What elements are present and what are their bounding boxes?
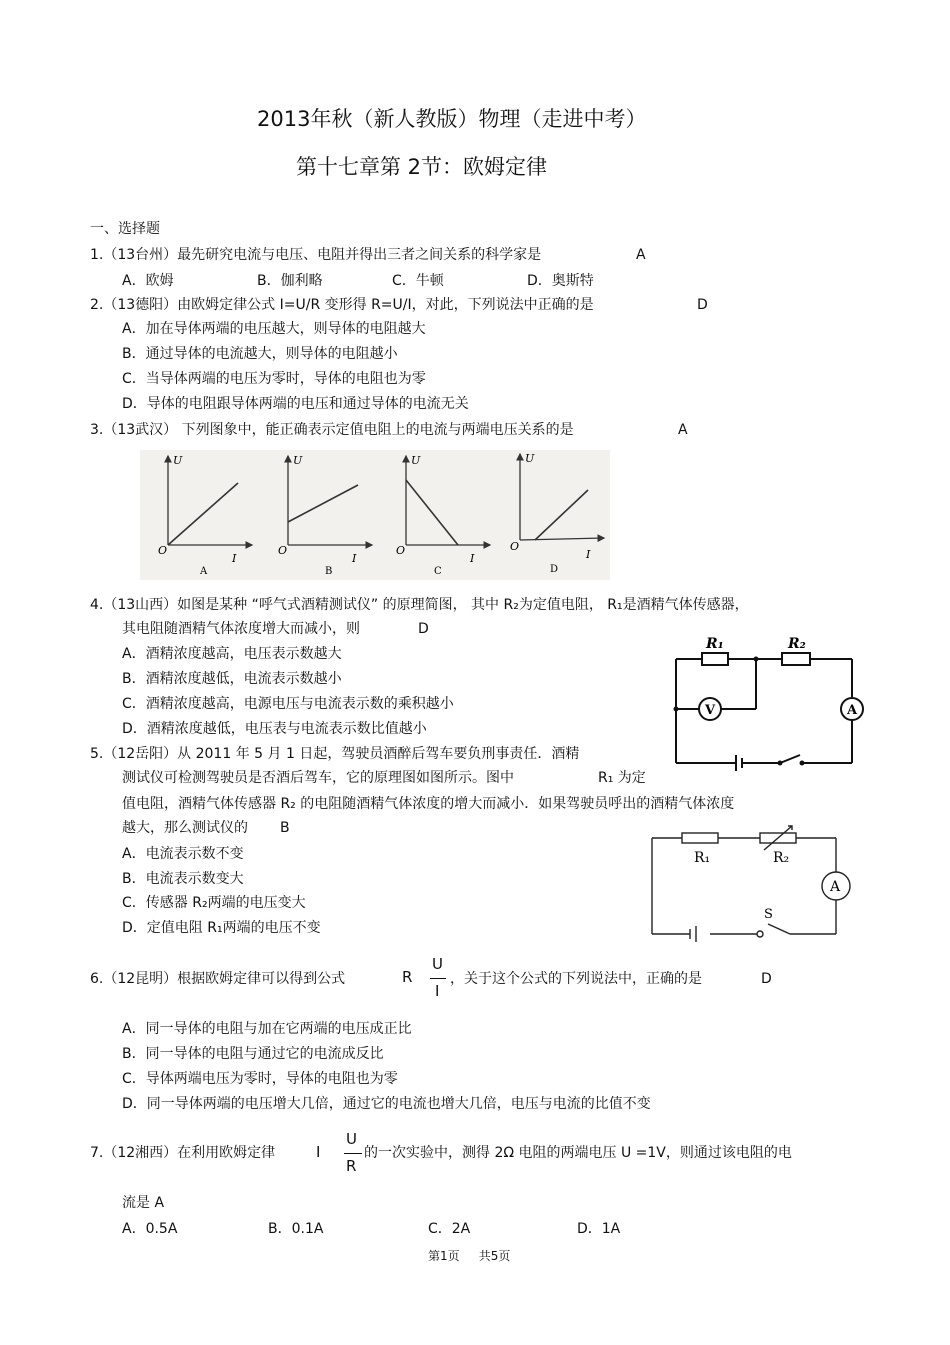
question-2-answer: D <box>697 297 708 313</box>
q6-fraction-bar <box>430 978 446 979</box>
q1-option-a: A．欧姆 <box>122 273 174 289</box>
q6-formula-fraction <box>430 957 446 1001</box>
q1-option-c: C．牛顿 <box>392 273 444 289</box>
question-7-line2: 流是 A <box>122 1195 165 1211</box>
q4-r1-label: R₁ <box>706 636 724 652</box>
q1-option-d: D．奥斯特 <box>527 273 594 289</box>
q2-option-c: C．当导体两端的电压为零时，导体的电阻也为零 <box>122 371 426 387</box>
question-4-line1: 4.（13山西）如图是某种 “呼气式酒精测试仪” 的原理简图， 其中 R₂为定值电阻， R₁是酒精气体传感器， <box>90 597 749 613</box>
question-6-answer: D <box>761 971 772 987</box>
graph-a-origin: O <box>158 544 168 557</box>
ui-graphs-figure <box>140 450 610 580</box>
question-2: 2.（13德阳）由欧姆定律公式 I=U/R 变形得 R=U/I，对此，下列说法中正确的是 <box>90 297 594 313</box>
question-7-prefix: 7.（12湘西）在利用欧姆定律 <box>90 1145 276 1161</box>
question-6-prefix: 6.（12昆明）根据欧姆定律可以得到公式 <box>90 971 346 987</box>
q7-numerator: U <box>346 1130 357 1148</box>
section-heading: 一、选择题 <box>90 221 160 237</box>
question-5-line1: 5.（12岳阳）从 2011 年 5 月 1 日起，驾驶员酒醉后驾车要负刑事责任．酒精 <box>90 746 580 762</box>
graph-a <box>158 454 252 577</box>
q4-option-d: D．酒精浓度越低，电压表与电流表示数比值越小 <box>122 721 427 737</box>
q5-option-a: A．电流表示数不变 <box>122 846 244 862</box>
question-3-answer: A <box>678 422 688 438</box>
q6-numerator: U <box>432 955 443 973</box>
graph-a-label: A <box>200 566 208 577</box>
q4-ammeter-label: A <box>847 703 858 718</box>
q4-option-c: C．酒精浓度越高，电源电压与电流表示数的乘积越小 <box>122 696 454 712</box>
q4-option-a: A．酒精浓度越高，电压表示数越大 <box>122 646 342 662</box>
q5-option-c: C．传感器 R₂两端的电压变大 <box>122 895 306 911</box>
q5-ammeter-label: A <box>830 879 841 895</box>
graph-d-i-label: I <box>586 548 591 561</box>
q6-option-c: C．导体两端电压为零时，导体的电阻也为零 <box>122 1071 398 1087</box>
question-4-line2: 其电阻随酒精气体浓度增大而减小，则 <box>122 621 360 637</box>
page-footer: 第1页 共5页 <box>428 1249 511 1263</box>
q7-denominator: R <box>346 1157 357 1175</box>
graph-a-i-label: I <box>232 552 237 565</box>
graph-c-origin: O <box>396 544 406 557</box>
q2-option-b: B．通过导体的电流越大，则导体的电阻越小 <box>122 346 398 362</box>
document-title: 2013年秋（新人教版）物理（走进中考） <box>257 107 647 131</box>
graph-b-u-label: U <box>293 454 303 467</box>
q7-formula-lhs: I <box>316 1143 321 1161</box>
question-6-suffix: ，关于这个公式的下列说法中，正确的是 <box>450 971 702 987</box>
graph-b-i-label: I <box>352 552 357 565</box>
question-5-answer: B <box>280 820 290 836</box>
q5-circuit-figure <box>640 822 854 946</box>
q4-r2-label: R₂ <box>788 636 806 652</box>
graph-c <box>396 454 490 577</box>
question-7-suffix: 的一次实验中，测得 2Ω 电阻的两端电压 U =1V，则通过该电阻的电 <box>364 1145 792 1161</box>
question-5-line4: 越大，那么测试仪的 <box>122 820 248 836</box>
q7-option-b: B．0.1A <box>268 1221 324 1237</box>
q1-option-b: B．伽利略 <box>257 273 323 289</box>
q4-voltmeter-label: V <box>705 703 716 718</box>
q4-option-b: B．酒精浓度越低，电流表示数越小 <box>122 671 342 687</box>
graph-c-i-label: I <box>470 552 475 565</box>
q6-denominator: I <box>435 982 440 1000</box>
q6-option-b: B．同一导体的电阻与通过它的电流成反比 <box>122 1046 384 1062</box>
q7-formula-fraction <box>344 1132 362 1176</box>
question-1: 1.（13台州）最先研究电流与电压、电阻并得出三者之间关系的科学家是 <box>90 247 542 263</box>
graph-c-u-label: U <box>411 454 421 467</box>
q2-option-d: D．导体的电阻跟导体两端的电压和通过导体的电流无关 <box>122 396 469 412</box>
graph-d-origin: O <box>510 540 520 553</box>
q4-circuit-figure <box>664 633 864 773</box>
q5-option-b: B．电流表示数变大 <box>122 871 244 887</box>
graph-d <box>510 452 604 575</box>
q6-option-a: A．同一导体的电阻与加在它两端的电压成正比 <box>122 1021 412 1037</box>
graph-d-label: D <box>550 564 559 575</box>
graph-d-u-label: U <box>525 452 535 465</box>
graph-b-origin: O <box>278 544 288 557</box>
q7-option-a: A．0.5A <box>122 1221 178 1237</box>
q7-option-d: D．1A <box>577 1221 621 1237</box>
q7-fraction-bar <box>344 1153 362 1154</box>
graph-b-label: B <box>325 566 333 577</box>
question-5-line2b: R₁ 为定 <box>598 770 646 786</box>
q7-option-c: C．2A <box>428 1221 471 1237</box>
ui-graphs-svg <box>140 450 610 580</box>
question-5-line2: 测试仪可检测驾驶员是否酒后驾车，它的原理图如图所示。图中 <box>122 770 514 786</box>
q6-formula-lhs: R <box>402 968 413 986</box>
question-4-answer: D <box>418 621 429 637</box>
q5-switch-label: S <box>764 907 773 922</box>
q5-r2-label: R₂ <box>773 850 790 866</box>
graph-c-label: C <box>434 566 442 577</box>
question-3: 3.（13武汉） 下列图象中，能正确表示定值电阻上的电流与两端电压关系的是 <box>90 422 574 438</box>
question-1-answer: A <box>636 247 646 263</box>
q6-option-d: D．同一导体两端的电压增大几倍，通过它的电流也增大几倍，电压与电流的比值不变 <box>122 1096 651 1112</box>
question-5-line3: 值电阻，酒精气体传感器 R₂ 的电阻随酒精气体浓度的增大而减小．如果驾驶员呼出的酒精气体浓度 <box>122 796 735 812</box>
graph-a-u-label: U <box>173 454 183 467</box>
q2-option-a: A．加在导体两端的电压越大，则导体的电阻越大 <box>122 321 426 337</box>
chapter-title: 第十七章第 2节：欧姆定律 <box>296 155 548 179</box>
q4-circuit-svg <box>664 633 864 773</box>
q5-option-d: D．定值电阻 R₁两端的电压不变 <box>122 920 321 936</box>
q5-circuit-svg <box>640 822 854 946</box>
graph-b <box>278 454 372 577</box>
q5-r1-label: R₁ <box>694 850 711 866</box>
